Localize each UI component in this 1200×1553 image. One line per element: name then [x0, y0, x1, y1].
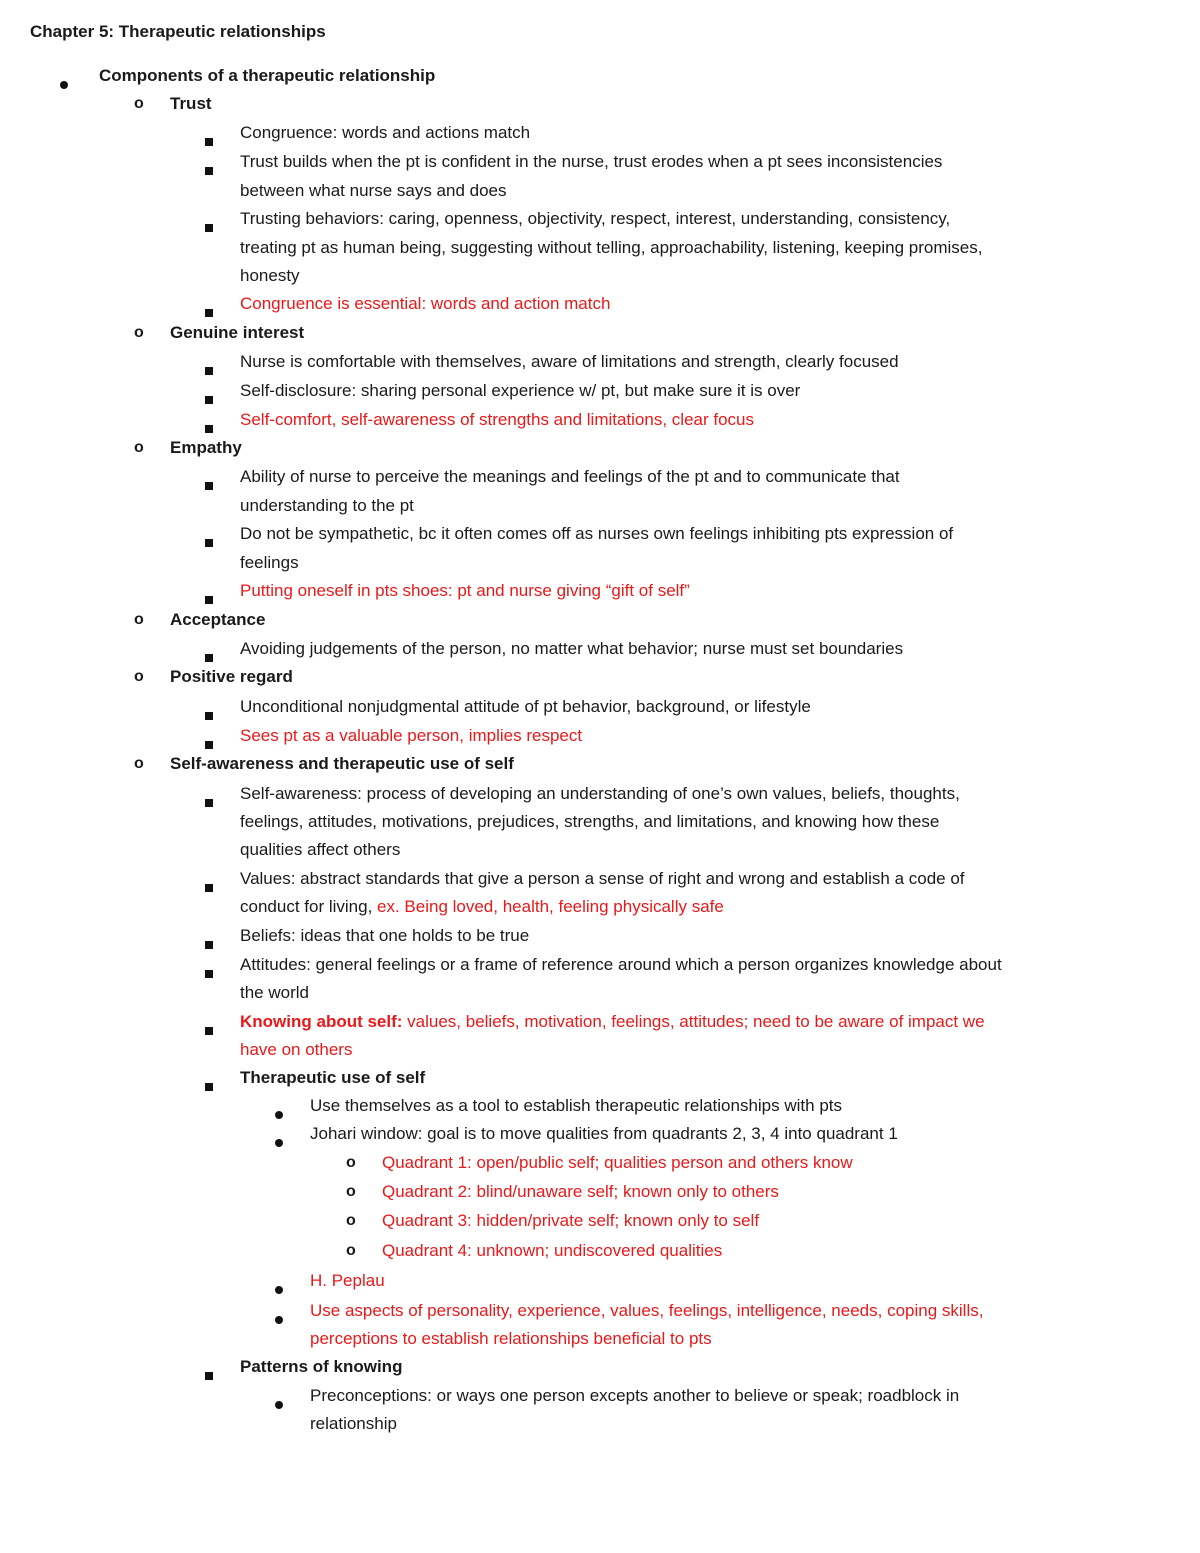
line-text: Patterns of knowing — [240, 1357, 403, 1376]
line-text: Self-comfort, self-awareness of strengths and limitations, clear focus — [240, 410, 754, 429]
outline-line — [310, 1384, 959, 1408]
line-text: Sees pt as a valuable person, implies respect — [240, 726, 583, 745]
line-text: H. Peplau — [310, 1271, 385, 1290]
square-bullet-icon — [205, 932, 213, 956]
outline-line — [240, 637, 903, 661]
outline-line — [240, 207, 950, 231]
outline-line — [240, 810, 939, 834]
outline-line — [240, 292, 610, 316]
line-text: Ability of nurse to perceive the meanings and feelings of the pt and to communicate that — [240, 467, 900, 486]
line-text: Self-disclosure: sharing personal experience w/ pt, but make sure it is over — [240, 381, 801, 400]
outline-line — [240, 551, 299, 575]
square-bullet-icon — [205, 158, 213, 182]
disc-bullet-icon — [275, 1307, 283, 1331]
line-text: Quadrant 1: open/public self; qualities person and others know — [382, 1153, 853, 1172]
circle-bullet-icon: o — [134, 439, 144, 456]
line-text: relationship — [310, 1414, 397, 1433]
square-bullet-icon — [205, 1074, 213, 1098]
outline-line — [240, 724, 582, 748]
line-text: conduct for living, — [240, 897, 378, 916]
outline-line — [240, 695, 811, 719]
outline-line — [310, 1269, 385, 1293]
outline-line — [240, 1066, 425, 1090]
outline-line — [240, 121, 530, 145]
line-text: Trusting behaviors: caring, openness, objectivity, respect, interest, understanding, consistency, — [240, 209, 951, 228]
outline-line — [240, 179, 507, 203]
line-text: understanding to the pt — [240, 496, 414, 515]
disc-bullet-icon — [275, 1277, 283, 1301]
outline-line — [240, 579, 690, 603]
line-text: Avoiding judgements of the person, no matter what behavior; nurse must set boundaries — [240, 639, 904, 658]
circle-bullet-icon: o — [134, 611, 144, 628]
outline-line — [240, 981, 309, 1005]
outline-line — [382, 1180, 779, 1204]
square-bullet-icon — [205, 215, 213, 239]
outline-line — [240, 408, 754, 432]
line-text: between what nurse says and does — [240, 181, 507, 200]
circle-bullet-icon: o — [346, 1154, 356, 1171]
line-text: Beliefs: ideas that one holds to be true — [240, 926, 530, 945]
outline-line — [310, 1094, 842, 1118]
circle-bullet-icon: o — [134, 95, 144, 112]
line-text: Positive regard — [170, 667, 293, 686]
outline-line — [310, 1299, 983, 1323]
outline-line — [240, 953, 1002, 977]
outline-line — [240, 924, 529, 948]
outline-line — [170, 608, 265, 632]
outline-line — [170, 92, 212, 116]
outline-line — [240, 150, 942, 174]
square-bullet-icon — [205, 1018, 213, 1042]
circle-bullet-icon: o — [134, 324, 144, 341]
outline-line — [240, 867, 965, 891]
disc-bullet-icon — [60, 72, 68, 96]
square-bullet-icon — [205, 703, 213, 727]
square-bullet-icon — [205, 875, 213, 899]
line-text: Congruence: words and actions match — [240, 123, 531, 142]
line-text: Preconceptions: or ways one person excepts another to believe or speak; roadblock in — [310, 1386, 960, 1405]
page-title: Chapter 5: Therapeutic relationships — [30, 22, 326, 41]
outline-line — [382, 1209, 759, 1233]
outline-line — [240, 379, 800, 403]
line-text: Values: abstract standards that give a person a sense of right and wrong and establish a code of — [240, 869, 965, 888]
disc-bullet-icon — [275, 1392, 283, 1416]
square-bullet-icon — [205, 473, 213, 497]
outline-line — [170, 752, 514, 776]
line-text: feelings, attitudes, motivations, prejudices, strengths, and limitations, and knowing how these — [240, 812, 940, 831]
outline-line — [240, 236, 982, 260]
line-text: Knowing about self: — [240, 1012, 403, 1031]
outline-line — [240, 465, 900, 489]
outline-line — [310, 1327, 712, 1351]
line-text: Use aspects of personality, experience, values, feelings, intelligence, needs, coping skills, — [310, 1301, 984, 1320]
outline-line — [240, 264, 300, 288]
line-text: feelings — [240, 553, 299, 572]
line-text: Putting oneself in pts shoes: pt and nurse giving “gift of self” — [240, 581, 690, 600]
line-text: honesty — [240, 266, 300, 285]
disc-bullet-icon — [275, 1102, 283, 1126]
line-text: Do not be sympathetic, bc it often comes off as nurses own feelings inhibiting pts expression of — [240, 524, 954, 543]
line-text: ex. Being loved, health, feeling physically safe — [377, 897, 724, 916]
circle-bullet-icon: o — [346, 1183, 356, 1200]
outline-line — [240, 838, 400, 862]
circle-bullet-icon: o — [346, 1212, 356, 1229]
line-text: Attitudes: general feelings or a frame of reference around which a person organizes knowledge about — [240, 955, 1002, 974]
line-text: the world — [240, 983, 309, 1002]
outline-line — [382, 1239, 722, 1263]
line-text: Johari window: goal is to move qualities from quadrants 2, 3, 4 into quadrant 1 — [310, 1124, 898, 1143]
square-bullet-icon — [205, 530, 213, 554]
outline-line — [240, 782, 960, 806]
line-text: Empathy — [170, 438, 242, 457]
line-text: values, beliefs, motivation, feelings, attitudes; need to be aware of impact we — [402, 1012, 985, 1031]
square-bullet-icon — [205, 790, 213, 814]
line-text: treating pt as human being, suggesting without telling, approachability, listening, keeping promises, — [240, 238, 983, 257]
outline-line — [310, 1412, 397, 1436]
line-text: have on others — [240, 1040, 353, 1059]
line-text: Trust — [170, 94, 212, 113]
line-text: qualities affect others — [240, 840, 401, 859]
circle-bullet-icon: o — [134, 668, 144, 685]
line-text: Quadrant 4: unknown; undiscovered qualities — [382, 1241, 723, 1260]
square-bullet-icon — [205, 961, 213, 985]
line-text: Quadrant 3: hidden/private self; known only to self — [382, 1211, 760, 1230]
circle-bullet-icon: o — [134, 755, 144, 772]
line-text: Self-awareness: process of developing an understanding of one’s own values, beliefs, thoughts, — [240, 784, 960, 803]
line-text: Congruence is essential: words and action match — [240, 294, 611, 313]
disc-bullet-icon — [275, 1130, 283, 1154]
outline-line — [170, 321, 304, 345]
line-text: perceptions to establish relationships beneficial to pts — [310, 1329, 712, 1348]
outline-line — [240, 895, 724, 919]
outline-line — [240, 522, 953, 546]
line-text: Self-awareness and therapeutic use of self — [170, 754, 514, 773]
line-text: Quadrant 2: blind/unaware self; known only to others — [382, 1182, 779, 1201]
square-bullet-icon — [205, 129, 213, 153]
line-text: Therapeutic use of self — [240, 1068, 426, 1087]
outline-line — [170, 436, 242, 460]
line-text: Trust builds when the pt is confident in the nurse, trust erodes when a pt sees inconsistencies — [240, 152, 943, 171]
outline-line — [99, 64, 435, 88]
square-bullet-icon — [205, 358, 213, 382]
outline-line — [240, 494, 414, 518]
circle-bullet-icon: o — [346, 1242, 356, 1259]
outline-line — [240, 350, 899, 374]
outline-line — [240, 1010, 985, 1034]
outline-line — [382, 1151, 853, 1175]
line-text: Components of a therapeutic relationship — [99, 66, 436, 85]
line-text: Acceptance — [170, 610, 266, 629]
line-text: Use themselves as a tool to establish therapeutic relationships with pts — [310, 1096, 842, 1115]
line-text: Unconditional nonjudgmental attitude of pt behavior, background, or lifestyle — [240, 697, 811, 716]
square-bullet-icon — [205, 1363, 213, 1387]
line-text: Nurse is comfortable with themselves, aware of limitations and strength, clearly focused — [240, 352, 899, 371]
outline-line — [240, 1355, 402, 1379]
square-bullet-icon — [205, 387, 213, 411]
outline-line — [240, 1038, 352, 1062]
line-text: Genuine interest — [170, 323, 305, 342]
outline-line — [310, 1122, 898, 1146]
outline-line — [170, 665, 293, 689]
